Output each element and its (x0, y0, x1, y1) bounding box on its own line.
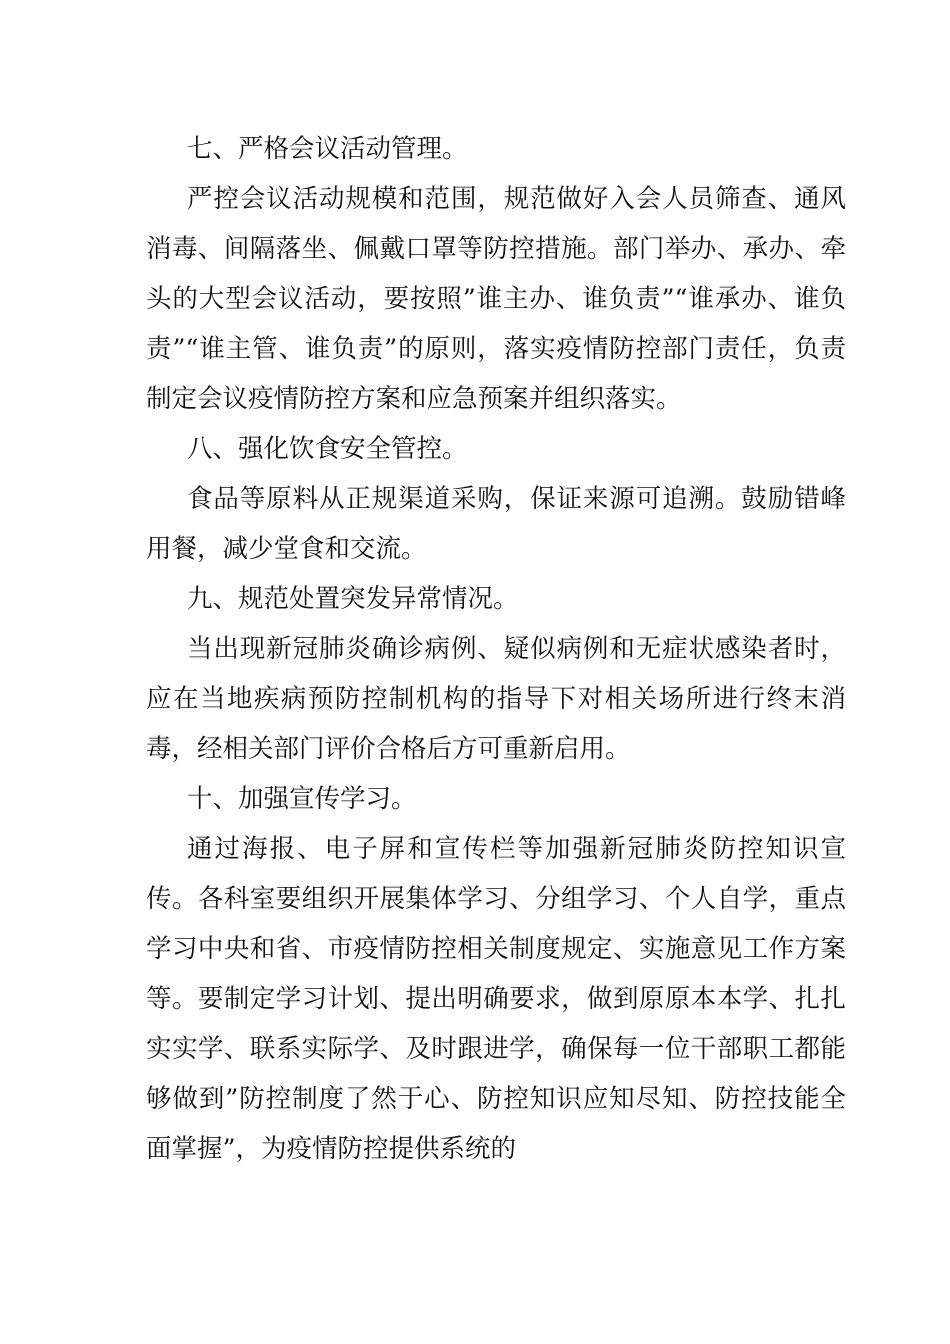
section-heading-7: 七、严格会议活动管理。 (187, 134, 468, 164)
section-body-7: 严控会议活动规模和范围，规范做好入会人员筛查、通风消毒、间隔落坐、佩戴口罩等防控措施。部门举办、承办、牵头的大型会议活动，要按照”谁主办、谁负责”“谁承办、谁负责”“谁主管、谁负责”的原则，落实疫情防控部门责任，负责制定会议疫情防控方案和应急预案并组织落实。 (146, 184, 846, 414)
section-body-9: 当出现新冠肺炎确诊病例、疑似病例和无症状感染者时，应在当地疾病预防控制机构的指导下对相关场所进行终末消毒，经相关部门评价合格后方可重新启用。 (146, 634, 846, 764)
section-body-8: 食品等原料从正规渠道采购，保证来源可追溯。鼓励错峰用餐，减少堂食和交流。 (146, 484, 846, 564)
section-heading-10: 十、加强宣传学习。 (187, 784, 417, 814)
document-page (146, 124, 846, 1174)
section-body-10: 通过海报、电子屏和宣传栏等加强新冠肺炎防控知识宣传。各科室要组织开展集体学习、分组学习、个人自学，重点学习中央和省、市疫情防控相关制度规定、实施意见工作方案等。要制定学习计划、提出明确要求，做到原原本本学、扎扎实实学、联系实际学、及时跟进学，确保每一位干部职工都能够做到”防控制度了然于心、防控知识应知尽知、防控技能全面掌握”，为疫情防控提供系统的 (146, 834, 846, 1164)
section-heading-9: 九、规范处置突发异常情况。 (187, 584, 519, 614)
section-heading-8: 八、强化饮食安全管控。 (187, 434, 468, 464)
